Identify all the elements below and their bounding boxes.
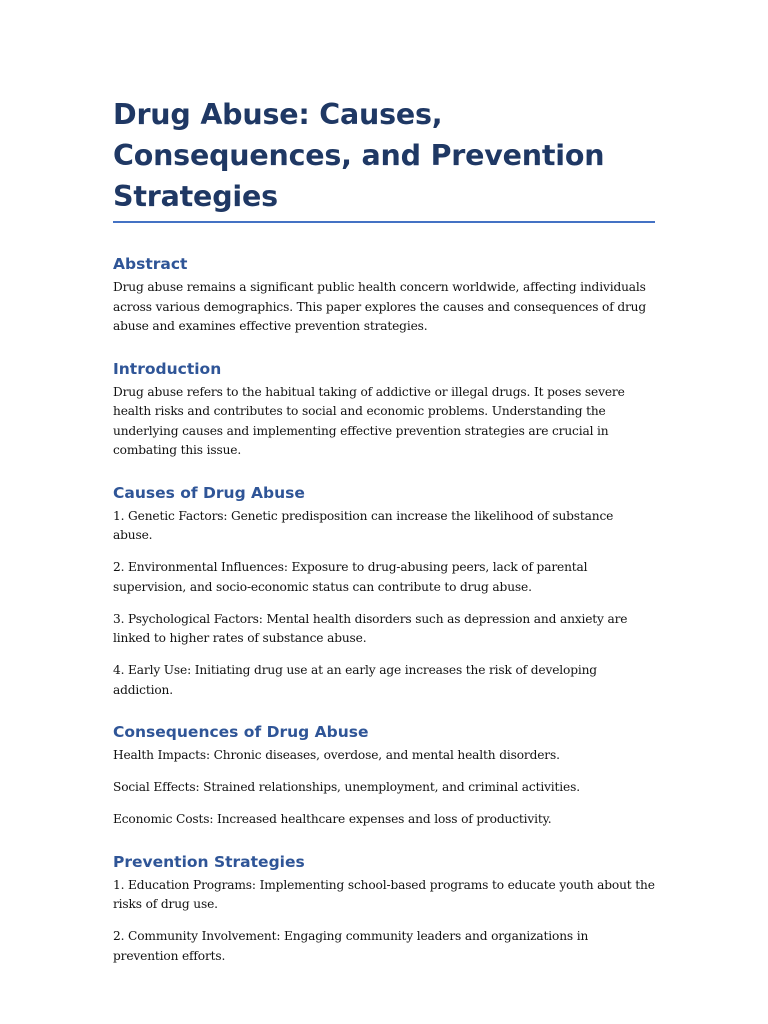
section-heading: Consequences of Drug Abuse (113, 723, 369, 741)
section-heading: Prevention Strategies (113, 852, 305, 871)
paragraph: 2. Community Involvement: Engaging community leaders and organizations in prevention efforts. (113, 929, 589, 963)
paragraph: 1. Genetic Factors: Genetic predisposition can increase the likelihood of substance abuse. (113, 508, 614, 542)
paragraph: 3. Psychological Factors: Mental health disorders such as depression and anxiety are linked to higher rates of substance abuse. (113, 611, 628, 645)
section-heading: Causes of Drug Abuse (113, 483, 305, 502)
document-page (113, 94, 655, 966)
paragraph: Health Impacts: Chronic diseases, overdose, and mental health disorders. (113, 748, 560, 762)
section-prevention (113, 852, 655, 967)
section-heading: Introduction (113, 359, 222, 378)
section-introduction (113, 359, 655, 461)
section-consequences (113, 722, 655, 830)
paragraph: 1. Education Programs: Implementing school-based programs to educate youth about the risks of drug use. (113, 877, 655, 911)
paragraph: Social Effects: Strained relationships, unemployment, and criminal activities. (113, 780, 580, 794)
paragraph: Drug abuse refers to the habitual taking of addictive or illegal drugs. It poses severe health risks and contributes to social and economic problems. Understanding the underlying causes and implementing effective prevention strategies are crucial in combating this issue. (113, 384, 625, 457)
paragraph: 4. Early Use: Initiating drug use at an early age increases the risk of developing addiction. (113, 663, 597, 697)
section-causes (113, 483, 655, 701)
section-heading: Abstract (113, 255, 188, 273)
section-abstract (113, 254, 655, 337)
document-title: Drug Abuse: Causes, Consequences, and Prevention Strategies (113, 94, 655, 223)
paragraph: Drug abuse remains a significant public health concern worldwide, affecting individuals across various demographics. This paper explores the causes and consequences of drug abuse and examines effective prevention strategies. (113, 280, 647, 333)
paragraph: Economic Costs: Increased healthcare expenses and loss of productivity. (113, 812, 552, 826)
paragraph: 2. Environmental Influences: Exposure to drug-abusing peers, lack of parental supervision, and socio-economic status can contribute to drug abuse. (113, 560, 588, 594)
